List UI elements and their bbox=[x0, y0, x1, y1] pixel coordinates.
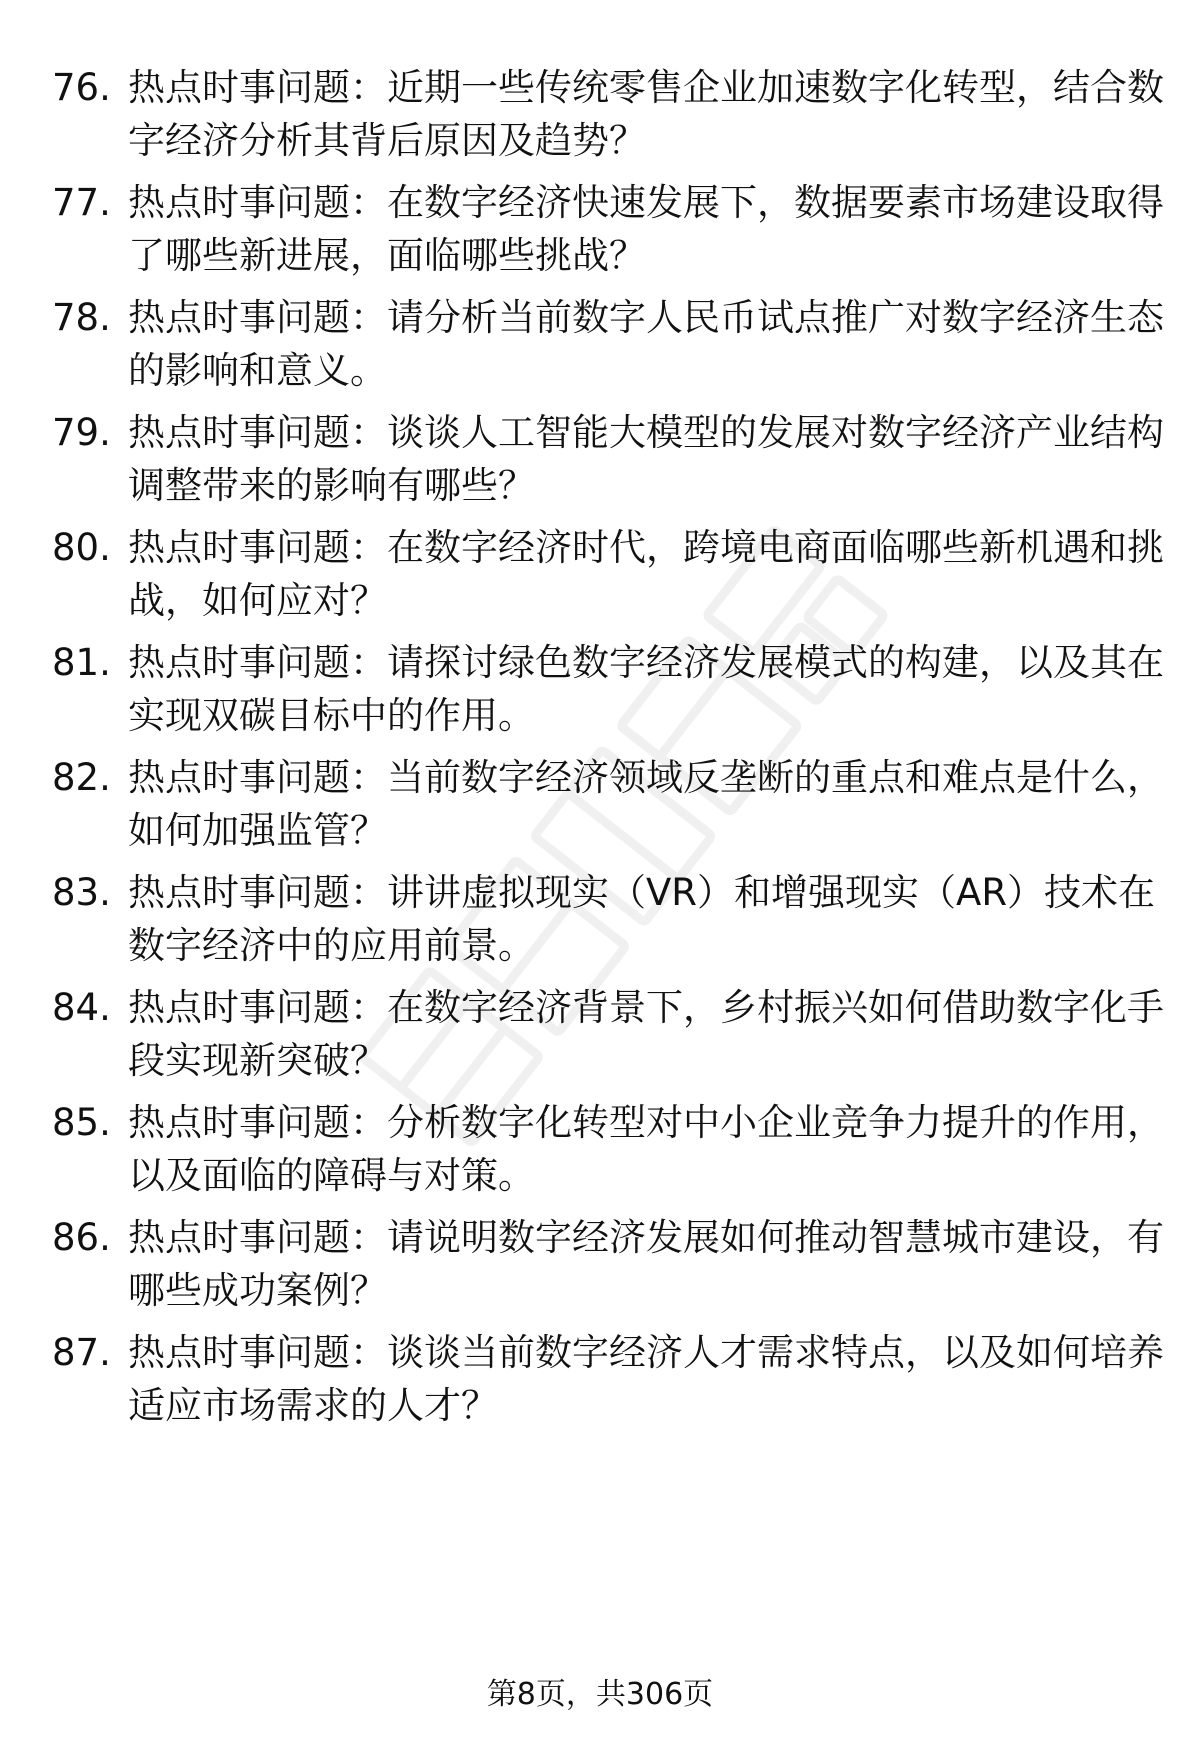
question-line: 战，如何应对？ bbox=[128, 579, 387, 622]
question-text bbox=[128, 176, 1164, 282]
question-text bbox=[128, 751, 1164, 857]
question-number: 85. bbox=[52, 1101, 111, 1144]
question-text bbox=[128, 1096, 1164, 1202]
question-line: 实现双碳目标中的作用。 bbox=[128, 694, 535, 737]
question-number: 81. bbox=[52, 641, 111, 684]
question-number: 82. bbox=[52, 756, 111, 799]
question-line: 热点时事问题：在数字经济快速发展下，数据要素市场建设取得 bbox=[128, 181, 1164, 224]
question-line: 调整带来的影响有哪些？ bbox=[128, 464, 535, 507]
question-number: 83. bbox=[52, 871, 111, 914]
question-text bbox=[128, 1326, 1164, 1432]
question-line: 了哪些新进展，面临哪些挑战？ bbox=[128, 234, 646, 277]
question-line: 热点时事问题：请分析当前数字人民币试点推广对数字经济生态 bbox=[128, 296, 1164, 339]
question-text bbox=[128, 61, 1164, 167]
page-footer: 第8页，共306页 bbox=[486, 1677, 714, 1712]
question-text bbox=[128, 981, 1164, 1087]
question-number: 80. bbox=[52, 526, 111, 569]
question-line: 热点时事问题：在数字经济时代，跨境电商面临哪些新机遇和挑 bbox=[128, 526, 1164, 569]
question-text bbox=[128, 1211, 1164, 1317]
question-number: 87. bbox=[52, 1331, 111, 1374]
question-line: 热点时事问题：当前数字经济领域反垄断的重点和难点是什么， bbox=[128, 756, 1164, 799]
question-line: 适应市场需求的人才？ bbox=[128, 1384, 498, 1427]
question-text bbox=[128, 636, 1164, 742]
question-line: 段实现新突破？ bbox=[128, 1039, 387, 1082]
question-line: 热点时事问题：在数字经济背景下，乡村振兴如何借助数字化手 bbox=[128, 986, 1164, 1029]
question-number: 79. bbox=[52, 411, 111, 454]
question-number: 76. bbox=[52, 66, 111, 109]
question-text bbox=[128, 866, 1156, 972]
question-line: 热点时事问题：分析数字化转型对中小企业竞争力提升的作用， bbox=[128, 1101, 1164, 1144]
question-line: 热点时事问题：讲讲虚拟现实（VR）和增强现实（AR）技术在 bbox=[128, 871, 1156, 914]
question-line: 热点时事问题：请探讨绿色数字经济发展模式的构建，以及其在 bbox=[128, 641, 1164, 684]
question-line: 热点时事问题：谈谈人工智能大模型的发展对数字经济产业结构 bbox=[128, 411, 1164, 454]
question-number: 78. bbox=[52, 296, 111, 339]
question-line: 热点时事问题：谈谈当前数字经济人才需求特点，以及如何培养 bbox=[128, 1331, 1164, 1374]
question-line: 字经济分析其背后原因及趋势？ bbox=[128, 119, 646, 162]
question-line: 热点时事问题：近期一些传统零售企业加速数字化转型，结合数 bbox=[128, 66, 1164, 109]
question-line: 的影响和意义。 bbox=[128, 349, 387, 392]
question-line: 哪些成功案例？ bbox=[128, 1269, 387, 1312]
question-text bbox=[128, 291, 1164, 397]
question-line: 如何加强监管？ bbox=[128, 809, 387, 852]
question-line: 以及面临的障碍与对策。 bbox=[128, 1154, 535, 1197]
question-number: 77. bbox=[52, 181, 111, 224]
question-number: 84. bbox=[52, 986, 111, 1029]
question-line: 热点时事问题：请说明数字经济发展如何推动智慧城市建设，有 bbox=[128, 1216, 1164, 1259]
question-text bbox=[128, 521, 1164, 627]
question-number: 86. bbox=[52, 1216, 111, 1259]
question-line: 数字经济中的应用前景。 bbox=[128, 924, 535, 967]
question-text bbox=[128, 406, 1164, 512]
